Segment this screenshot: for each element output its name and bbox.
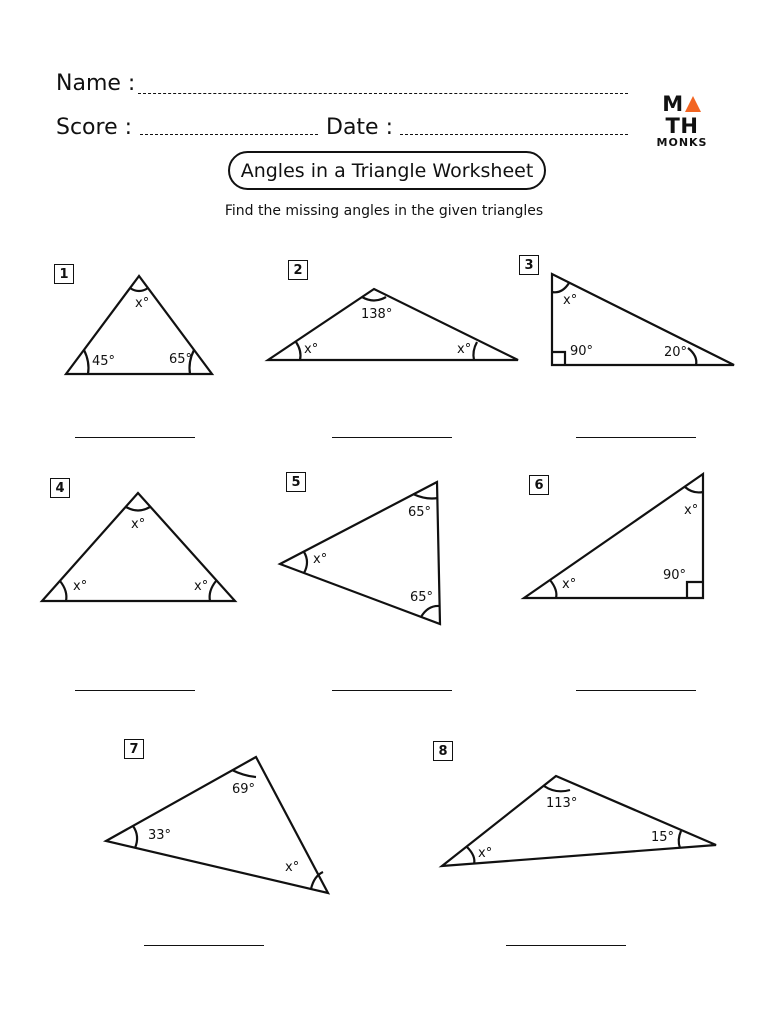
problem-5-angle-bottom: 65° — [410, 590, 434, 605]
problem-7-angle-bottom: x° — [285, 860, 300, 875]
problem-2-angle-right: x° — [457, 342, 472, 357]
problem-number-1: 1 — [54, 264, 74, 284]
problem-3-angle-right: 20° — [664, 345, 688, 360]
problem-5-angle-left: x° — [313, 552, 328, 567]
problem-7-angle-left: 33° — [148, 828, 172, 843]
problem-number-7: 7 — [124, 739, 144, 759]
problem-number-2: 2 — [288, 260, 308, 280]
problem-1-angle-right: 65° — [169, 352, 193, 367]
problem-number-8: 8 — [433, 741, 453, 761]
problem-7-angle-top: 69° — [232, 782, 256, 797]
name-label: Name : — [56, 71, 136, 96]
problem-number-6: 6 — [529, 475, 549, 495]
problem-number-4: 4 — [50, 478, 70, 498]
problem-number-5: 5 — [286, 472, 306, 492]
problem-5-angle-top: 65° — [408, 505, 432, 520]
problem-1-angle-top: x° — [135, 296, 150, 311]
instructions: Find the missing angles in the given triangles — [224, 203, 544, 219]
problem-4-angle-left: x° — [73, 579, 88, 594]
problem-6-angle-right-angle: 90° — [663, 568, 687, 583]
date-label: Date : — [326, 115, 393, 140]
problem-1-angle-left: 45° — [92, 354, 116, 369]
problem-8-angle-top: 113° — [546, 796, 578, 811]
problem-3-angle-top: x° — [563, 293, 578, 308]
problem-4-angle-right: x° — [194, 579, 209, 594]
problem-6-angle-top: x° — [684, 503, 699, 518]
problem-number-3: 3 — [519, 255, 539, 275]
score-label: Score : — [56, 115, 133, 140]
math-monks-logo: MTH MONKS — [656, 92, 708, 149]
problem-2-angle-left: x° — [304, 342, 319, 357]
problem-6-angle-left: x° — [562, 577, 577, 592]
problem-2-angle-top: 138° — [361, 307, 393, 322]
problem-3-angle-right-angle: 90° — [570, 344, 594, 359]
worksheet-title: Angles in a Triangle Worksheet — [228, 151, 546, 190]
problem-8-angle-left: x° — [478, 846, 493, 861]
problem-8-angle-right: 15° — [651, 830, 675, 845]
problem-4-angle-top: x° — [131, 517, 146, 532]
